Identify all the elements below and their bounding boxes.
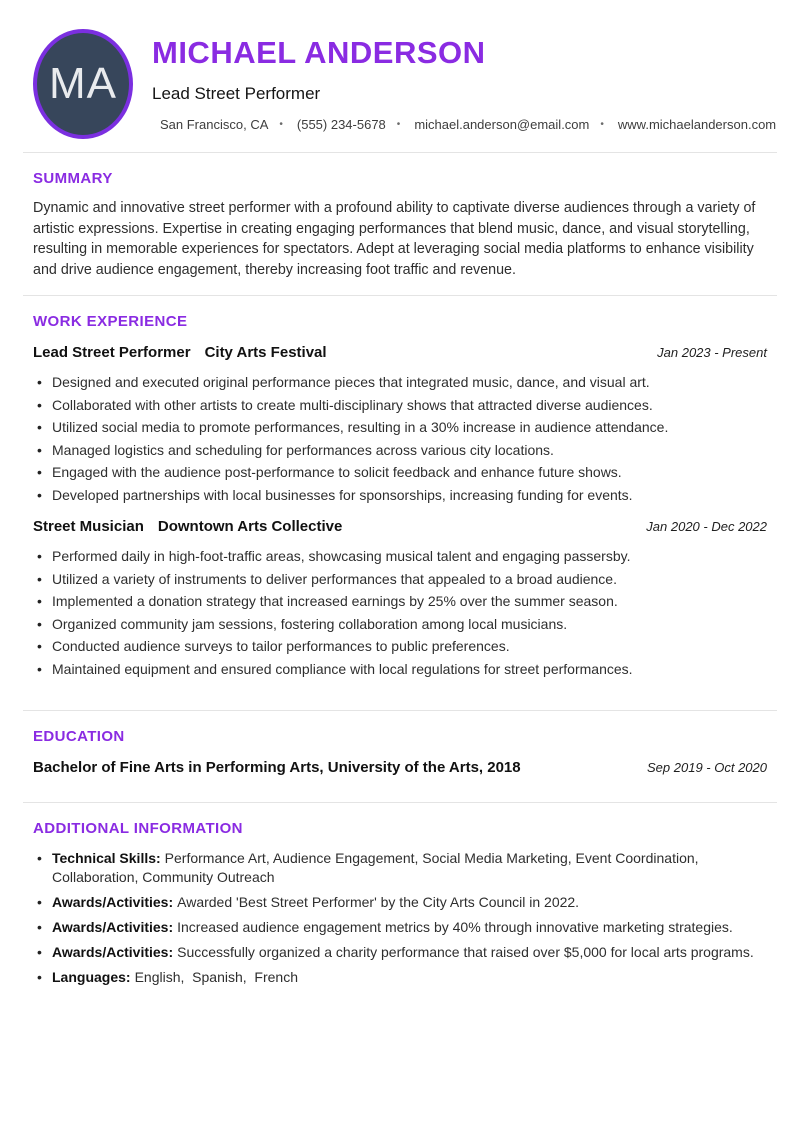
- education-degree: Bachelor of Fine Arts in Performing Arts, University of the Arts, 2018: [33, 759, 521, 776]
- job-bullet: • Conducted audience surveys to tailor performances to public preferences.: [33, 637, 767, 656]
- contact-email: michael.anderson@email.com: [414, 116, 590, 132]
- additional-information-section: [33, 803, 767, 987]
- education-section: [33, 711, 767, 802]
- job-title: Street Musician: [33, 518, 144, 535]
- job-bullet-list: [33, 373, 767, 504]
- job-bullet: • Managed logistics and scheduling for performances across various city locations.: [33, 441, 767, 460]
- additional-item-label: Awards/Activities:: [52, 919, 174, 935]
- job-bullet: • Engaged with the audience post-performance to solicit feedback and enhance future shows.: [33, 463, 767, 482]
- job-entry: [33, 518, 767, 678]
- additional-item-value: Performance Art, Audience Engagement, Social Media Marketing, Event Coordination, Collaboration, Community Outreach: [52, 850, 703, 885]
- education-heading: EDUCATION: [33, 728, 125, 745]
- job-bullet: • Utilized social media to promote performances, resulting in a 30% increase in audience attendance.: [33, 418, 767, 437]
- avatar: [33, 29, 133, 139]
- job-bullet: • Designed and executed original performance pieces that integrated music, dance, and visual art.: [33, 373, 767, 392]
- additional-item-value: English, Spanish, French: [134, 969, 298, 985]
- job-bullet: • Maintained equipment and ensured compliance with local regulations for street performances.: [33, 660, 767, 679]
- job-company: Downtown Arts Collective: [157, 518, 343, 535]
- additional-item: [33, 849, 767, 887]
- resume-header: [33, 28, 777, 139]
- job-dates: Jan 2023 - Present: [657, 345, 767, 360]
- education-dates: Sep 2019 - Oct 2020: [647, 760, 767, 775]
- additional-item-label: Languages:: [52, 969, 131, 985]
- job-title: Lead Street Performer: [33, 344, 191, 361]
- job-titles: [33, 518, 342, 535]
- contact-separator-dot: •: [600, 118, 604, 130]
- job-dates: Jan 2020 - Dec 2022: [646, 519, 767, 534]
- contact-separator-dot: •: [279, 118, 283, 130]
- additional-item-list: [33, 849, 767, 987]
- summary-heading: SUMMARY: [33, 170, 113, 187]
- job-bullet: • Implemented a donation strategy that increased earnings by 25% over the summer season.: [33, 592, 767, 611]
- job-entry-header: [33, 344, 767, 361]
- additional-item-label: Awards/Activities:: [52, 944, 174, 960]
- job-bullet: • Performed daily in high-foot-traffic areas, showcasing musical talent and engaging passersby.: [33, 547, 767, 566]
- role-subtitle: Lead Street Performer: [152, 83, 321, 103]
- additional-item-value: Awarded 'Best Street Performer' by the City Arts Council in 2022.: [177, 894, 580, 910]
- additional-item: [33, 893, 767, 912]
- contact-row: [160, 117, 776, 132]
- education-entry: [33, 759, 767, 802]
- job-bullet-list: [33, 547, 767, 678]
- contact-website: www.michaelanderson.com: [617, 116, 777, 132]
- work-experience-heading: WORK EXPERIENCE: [33, 313, 188, 330]
- additional-item-value: Successfully organized a charity performance that raised over $5,000 for local arts programs.: [177, 944, 754, 960]
- name-heading: MICHAEL ANDERSON: [152, 35, 486, 70]
- avatar-initials: MA: [49, 59, 117, 108]
- additional-item: [33, 968, 767, 987]
- summary-text: Dynamic and innovative street performer with a profound ability to captivate diverse audiences through a variety of artistic expressions. Expertise in creating engaging performances that blend music, dance, and visual storytelling, resulting in memorable experiences for spectators. Adept at leveraging social media platforms to enhance visibility and drive audience engagement, thereby increasing foot traffic and revenue.: [33, 200, 756, 278]
- job-bullet: • Utilized a variety of instruments to deliver performances that appealed to a broad audience.: [33, 570, 767, 589]
- additional-item-label: Awards/Activities:: [52, 894, 174, 910]
- contact-phone: (555) 234-5678: [296, 116, 386, 132]
- job-bullet: • Developed partnerships with local businesses for sponsorships, increasing funding for events.: [33, 486, 767, 505]
- job-bullet: • Collaborated with other artists to create multi-disciplinary shows that attracted diverse audiences.: [33, 396, 767, 415]
- additional-information-heading: ADDITIONAL INFORMATION: [33, 820, 243, 837]
- job-company: City Arts Festival: [204, 344, 327, 361]
- additional-item: [33, 918, 767, 937]
- job-titles: [33, 344, 327, 361]
- job-bullet: • Organized community jam sessions, fostering collaboration among local musicians.: [33, 615, 767, 634]
- contact-location: San Francisco, CA: [160, 116, 269, 132]
- work-experience-section: [33, 296, 767, 710]
- header-text: [152, 28, 776, 132]
- summary-section: [33, 153, 767, 295]
- job-entry-header: [33, 518, 767, 535]
- additional-item: [33, 943, 767, 962]
- job-entry: [33, 344, 767, 504]
- additional-item-label: Technical Skills:: [52, 850, 161, 866]
- contact-separator-dot: •: [396, 118, 401, 130]
- additional-item-value: Increased audience engagement metrics by 40% through innovative marketing strategies.: [177, 919, 733, 935]
